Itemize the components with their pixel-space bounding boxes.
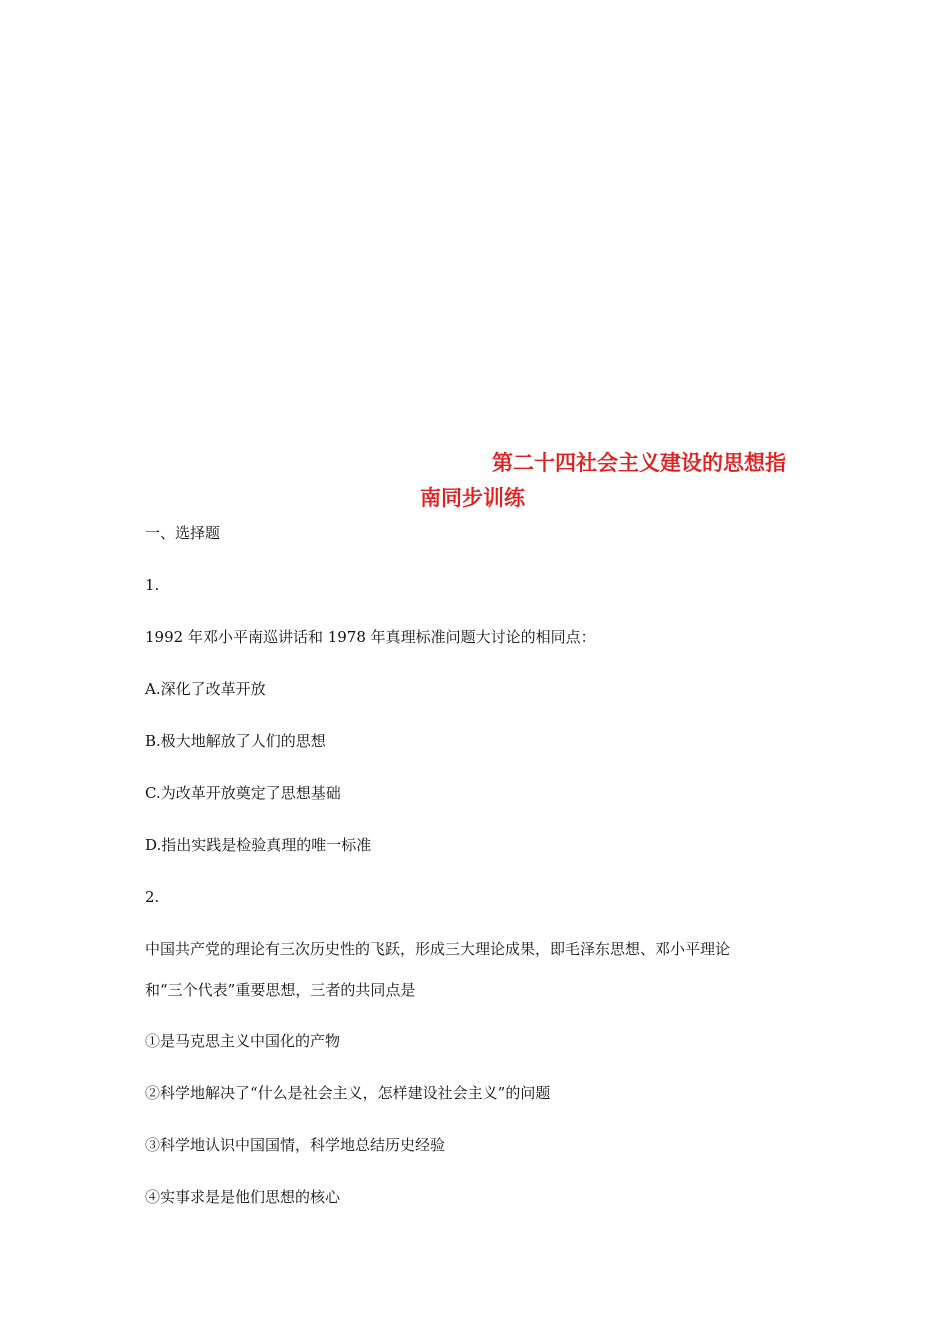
question-1-stem: 1992 年邓小平南巡讲话和 1978 年真理标准问题大讨论的相同点： xyxy=(145,628,596,646)
question-2-statement-4: ④实事求是是他们思想的核心 xyxy=(145,1188,341,1206)
question-2-statement-1: ①是马克思主义中国化的产物 xyxy=(145,1032,341,1050)
question-2-stem-line-2: 和“三个代表”重要思想，三者的共同点是 xyxy=(145,981,416,999)
question-2-statement-2: ②科学地解决了“什么是社会主义，怎样建设社会主义”的问题 xyxy=(145,1084,551,1102)
title-line-1: 第二十四社会主义建设的思想指 xyxy=(492,451,786,475)
question-2-number: 2. xyxy=(145,888,160,906)
section-heading: 一、选择题 xyxy=(145,524,221,542)
question-1-option-a: A.深化了改革开放 xyxy=(145,680,266,698)
title-line-2: 南同步训练 xyxy=(420,486,525,510)
question-2-stem-line-1: 中国共产党的理论有三次历史性的飞跃，形成三大理论成果，即毛泽东思想、邓小平理论 xyxy=(145,940,731,958)
question-2-statement-3: ③科学地认识中国国情，科学地总结历史经验 xyxy=(145,1136,446,1154)
question-1-option-c: C.为改革开放奠定了思想基础 xyxy=(145,784,341,802)
question-1-option-d: D.指出实践是检验真理的唯一标准 xyxy=(145,836,372,854)
question-1-option-b: B.极大地解放了人们的思想 xyxy=(145,732,326,750)
document-title xyxy=(420,446,820,516)
question-1-number: 1. xyxy=(145,576,160,594)
